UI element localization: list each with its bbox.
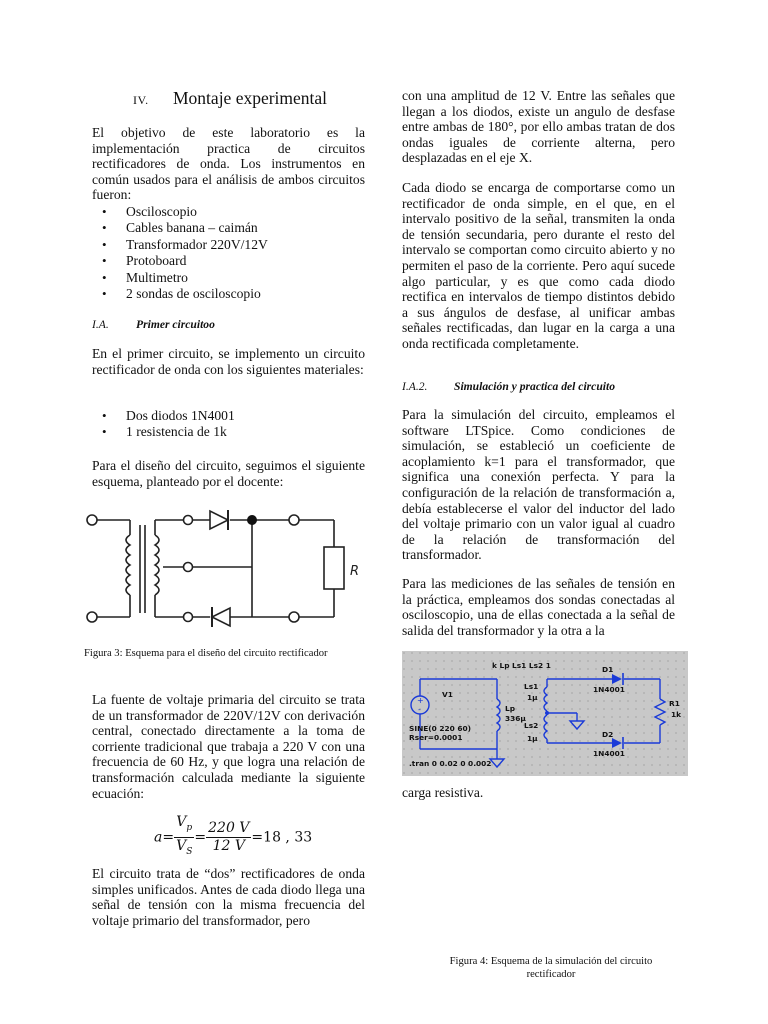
d2-label: D2 — [602, 730, 614, 739]
instruments-list — [92, 204, 365, 302]
sine-label: SINE(0 220 60) — [409, 724, 472, 733]
figure4-ltspice-schematic — [402, 651, 688, 776]
list-item: • Multimetro — [92, 270, 365, 286]
transformation-equation: a= $\frac{V_p}{V_S}$ = $\frac{220 V}{12 V}$ =18 , 33 — [154, 814, 374, 861]
diode-bottom-icon — [212, 607, 230, 627]
r1-label: R1 — [669, 699, 680, 708]
subsection-heading-1 — [92, 318, 215, 331]
r1-value: 1k — [671, 710, 682, 719]
ls2-label: Ls2 — [524, 721, 539, 730]
diode-behavior-paragraph: Cada diodo se encarga de comportarse como un rectificador de onda simple, en el que, en el intervalo positivo de la señal, transmiten la onda de tensión secundaria, pero durante el resto del intervalo se comportan como circuito abierto y no permiten el paso de la corriente. Pero aquí sucede algo particular, y es que como cada diodo rectifica en intervalos de tiempo distintos debido a sus ángulos de desfase, al unificar ambas señales rectificadas, dan lugar en la carga a una onda rectificada completamente. — [402, 180, 675, 351]
circuit1-intro-paragraph: En el primer circuito, se implemento un circuito rectificador de onda con los siguientes materiales: — [92, 346, 365, 377]
d1-label: D1 — [602, 665, 614, 674]
eq-num-symbol: V — [176, 814, 187, 830]
subsection-title: Simulación y practica del circuito — [454, 380, 616, 393]
list-item: • 1 resistencia de 1k — [92, 424, 365, 440]
eq-result: 18 , 33 — [263, 829, 313, 846]
design-paragraph: Para el diseño del circuito, seguimos el siguiente esquema, planteado por el docente: — [92, 458, 365, 489]
d2-model: 1N4001 — [593, 749, 625, 758]
subsection-title: Primer circuitoo — [136, 318, 215, 331]
list-item: • Cables banana – caimán — [92, 220, 365, 236]
measurement-paragraph: Para las mediciones de las señales de tensión en la práctica, empleamos dos sondas conectadas al osciloscopio, una de ellas conectada a la señal de salida del transformador y la otra a la — [402, 576, 675, 638]
ls1-value: 1µ — [527, 693, 538, 702]
figure3-schematic — [82, 505, 374, 630]
list-item: • Transformador 220V/12V — [92, 237, 365, 253]
eq-fraction-voltages — [174, 814, 194, 861]
eq-den-sub: S — [186, 846, 193, 857]
lp-label: Lp — [505, 704, 515, 713]
section-heading — [133, 88, 373, 109]
d1-model: 1N4001 — [593, 685, 625, 694]
junction-dot — [545, 711, 549, 715]
figure4-caption-line1: Figura 4: Esquema de la simulación del circuito — [449, 956, 653, 967]
eq-fraction-values — [206, 820, 251, 855]
ls2-value: 1µ — [527, 734, 538, 743]
source-minus: - — [418, 705, 421, 714]
junction-dot — [247, 515, 257, 525]
amplitude-paragraph: con una amplitud de 12 V. Entre las señales que llegan a los diodos, existe un angulo de desfase entre ambas de 180°, por ello ambas tratan de dos ondas iguales de corriente alterna, pero desplazadas en el eje X. — [402, 88, 675, 166]
resistor-label: R — [350, 564, 360, 579]
subsection-heading-2 — [402, 380, 615, 393]
figure4-caption — [402, 955, 700, 981]
section-number: IV. — [133, 93, 149, 107]
lp-value: 336µ — [505, 714, 526, 723]
figure3-caption: Figura 3: Esquema para el diseño del circuito rectificador — [84, 648, 328, 659]
eq-den-symbol: V — [176, 837, 187, 854]
measurement-paragraph-end: carga resistiva. — [402, 785, 484, 800]
k-directive: k Lp Ls1 Ls2 1 — [492, 661, 551, 670]
eq-num-value: 220 V — [208, 819, 250, 836]
rser-label: Rser=0.0001 — [409, 733, 463, 742]
circuit-description-paragraph: El circuito trata de “dos” rectificadores de onda simples unificados. Antes de cada diodo llega una señal de tensión con la misma frecuencia del voltaje primario del transformador, pero — [92, 866, 365, 928]
materials-list — [92, 408, 365, 441]
subsection-number: I.A. — [92, 318, 109, 331]
eq-num-sub: p — [186, 822, 193, 833]
simulation-paragraph: Para la simulación del circuito, empleamos el software LTSpice. Como condiciones de simulación, se estableció un coeficiente de acoplamiento k=1 para el transformador, que significa una conexión perfecta. Y para la configuración de la relación de transformación a, debía establecerse el valor del inductor del lado del voltaje primario con un valor igual al cuadro de la relación de transformación del transformador. — [402, 407, 675, 563]
list-item: • 2 sondas de osciloscopio — [92, 286, 365, 302]
source-plus: + — [417, 696, 424, 705]
subsection-number: I.A.2. — [402, 380, 428, 393]
section-title: Montaje experimental — [173, 88, 328, 108]
diode-top-icon — [210, 510, 228, 530]
list-item: • Osciloscopio — [92, 204, 365, 220]
tran-directive: .tran 0 0.02 0 0.002 — [409, 759, 492, 768]
ls1-label: Ls1 — [524, 682, 539, 691]
eq-lhs: a — [154, 829, 163, 846]
figure4-caption-line2: rectificador — [526, 969, 576, 980]
v1-label: V1 — [442, 690, 453, 699]
intro-paragraph: El objetivo de este laboratorio es la implementación practica de circuitos rectificadores de onda. Los instrumentos en común usados para el análisis de ambos circuitos fueron: — [92, 125, 365, 203]
eq-den-value: 12 V — [212, 837, 245, 854]
list-item: • Protoboard — [92, 253, 365, 269]
list-item: • Dos diodos 1N4001 — [92, 408, 365, 424]
source-paragraph: La fuente de voltaje primaria del circuito se trata de un transformador de 220V/12V con derivación central, conectado directamente a la toma de corriente tradicional que trabaja a 220 V con una frecuencia de 60 Hz, y que logra una relación de transformación calculada mediante la siguiente ecuación: — [92, 692, 365, 801]
